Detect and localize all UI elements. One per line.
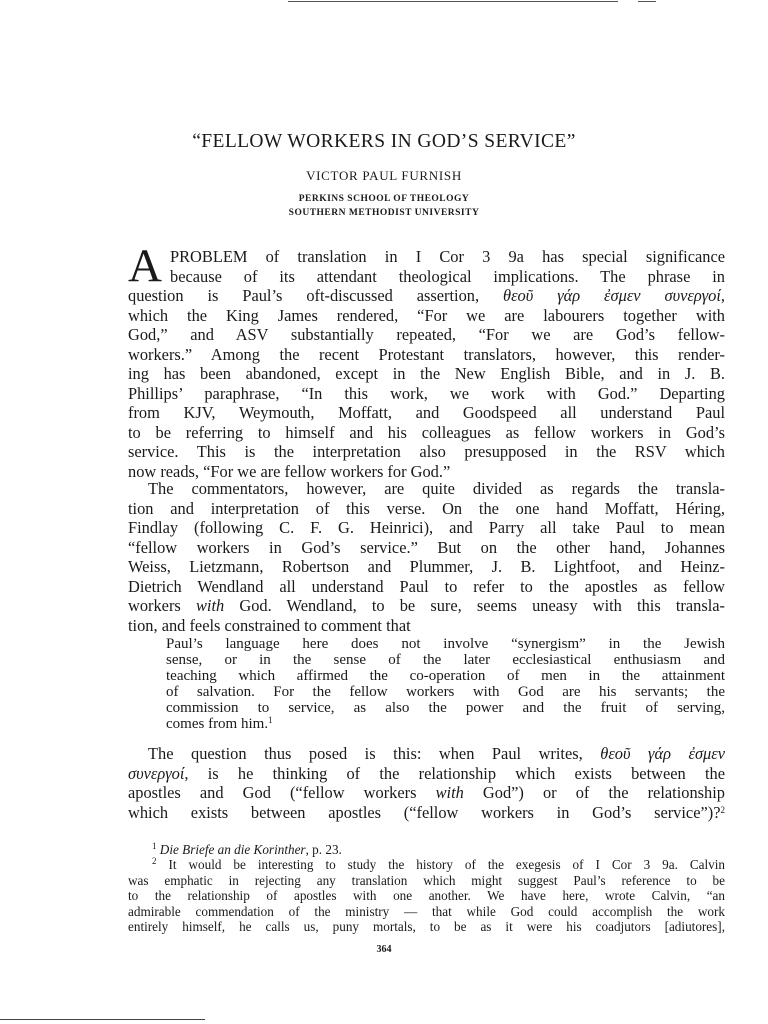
footnote-line: admirable commendation of the ministry — that while God could accomplish the work — [128, 903, 725, 919]
quote-line: Paul’s language here does not involve “synergism” in the Jewish — [166, 636, 725, 652]
paragraph-1 — [128, 240, 725, 482]
line-text: question is Paul’s oft-discussed assertion, — [128, 286, 480, 306]
paragraph-line — [128, 764, 725, 784]
quote-line: of salvation. For the fellow workers with God are his servants; the — [166, 684, 725, 701]
page-number: 364 — [376, 944, 392, 955]
greek-phrase: θεοῦ γάρ ἐσμεν συνεργοί, — [503, 286, 725, 306]
emphasis-with: with — [435, 783, 464, 803]
line-text: workers — [128, 596, 181, 616]
greek-phrase: θεοῦ γάρ ἐσμεν — [600, 744, 725, 763]
footer-rule — [0, 1019, 205, 1020]
paragraph-line — [128, 744, 725, 764]
paragraph-line: tion, and feels constrained to comment that — [128, 615, 411, 635]
paragraph-line: Findlay (following C. F. G. Heinrici), and Parry all take Paul to mean — [128, 518, 725, 538]
footnote-line: to the relationship of apostles with one another. We have here, wrote Calvin, “an — [128, 888, 725, 904]
quote-line: teaching which affirmed the co-operation of men in the attainment — [166, 668, 725, 685]
footnote-ref-2[interactable]: 2 — [720, 804, 725, 815]
paragraph-line: service. This is the interpretation also presupposed in the RSV which — [128, 442, 725, 462]
footnote-2 — [128, 857, 725, 872]
affiliation-school: PERKINS SCHOOL OF THEOLOGY — [298, 194, 470, 204]
paragraph-line: now reads, “For we are fellow workers for God.” — [128, 462, 451, 482]
footnote-line: entirely himself, he calls us, puny mortals, to be as it were his coadjutors [adiutores], — [128, 918, 725, 934]
paragraph-3 — [128, 744, 725, 822]
line-text: It would be interesting to study the history of the exegesis of I Cor 3 9a. Calvin — [168, 857, 725, 873]
line-text: comes from him. — [166, 716, 269, 733]
quote-line — [166, 716, 725, 732]
header-rule — [288, 1, 618, 2]
paragraph-line: “fellow workers in God’s service.” But on the other hand, Johannes — [128, 537, 725, 557]
line-text: which exists between apostles (“fellow workers in God’s service”)? — [128, 802, 721, 822]
paragraph-line — [128, 783, 725, 803]
line-text: is he thinking of the relationship which exists between the — [207, 763, 725, 783]
footnote-mark: 1 — [152, 841, 157, 851]
line-text: The question thus posed is this: when Paul writes, — [148, 744, 583, 763]
paragraph-line — [128, 803, 725, 823]
paragraph-line: God,” and ASV substantially repeated, “For we are God’s fellow- — [128, 325, 725, 345]
paragraph-line — [128, 286, 725, 306]
line-text: , p. 23. — [305, 842, 342, 857]
paragraph-line: to be referring to himself and his colleagues as fellow workers in God’s — [128, 422, 725, 442]
paragraph-line: tion and interpretation of this verse. On the one hand Moffatt, Héring, — [128, 498, 725, 518]
paragraph-line: which the King James rendered, “For we are labourers together with — [128, 305, 725, 325]
author-name: VICTOR PAUL FURNISH — [306, 168, 462, 183]
footnote-line: was emphatic in rejecting any translation which might suggest Paul’s reference to be — [128, 872, 725, 888]
line-text: apostles and God (“fellow workers — [128, 783, 417, 803]
footnote-mark: 2 — [152, 856, 157, 867]
paragraph-line: PROBLEM of translation in I Cor 3 9a has special significance — [170, 247, 725, 266]
paragraph-line: The commentators, however, are quite divided as regards the transla- — [148, 479, 725, 498]
paragraph-line — [128, 596, 725, 616]
cited-title: Die Briefe an die Korinther — [159, 842, 306, 857]
paragraph-line: Weiss, Lietzmann, Robertson and Plummer, J. B. Lightfoot, and Heinz- — [128, 557, 725, 577]
line-text: God. Wendland, to be sure, seems uneasy with this transla- — [239, 596, 725, 616]
emphasis-with: with — [195, 596, 225, 616]
header-rule-short — [638, 1, 656, 2]
quote-line: commission to service, as also the power and the fruit of serving, — [166, 700, 725, 717]
greek-phrase: συνεργοί, — [128, 763, 189, 783]
footnote-ref-1[interactable]: 1 — [268, 715, 273, 726]
article-title: “FELLOW WORKERS IN GOD’S SERVICE” — [192, 131, 576, 152]
paragraph-line: because of its attendant theological implications. The phrase in — [170, 266, 725, 286]
drop-cap: A — [128, 240, 162, 292]
paragraph-line: from KJV, Weymouth, Moffatt, and Goodspeed all understand Paul — [128, 403, 725, 423]
paragraph-line: Phillips’ paraphrase, “In this work, we work with God.” Departing — [128, 383, 725, 403]
paragraph-2 — [128, 479, 725, 635]
line-text: God”) or of the relationship — [482, 783, 725, 803]
footnotes — [128, 842, 725, 934]
quote-line: sense, or in the sense of the later ecclesiastical enthusiasm and — [166, 652, 725, 669]
block-quote — [166, 636, 725, 733]
paragraph-line: Dietrich Wendland all understand Paul to refer to the apostles as fellow — [128, 576, 725, 596]
affiliation-university: SOUTHERN METHODIST UNIVERSITY — [288, 208, 480, 218]
footnote-1 — [128, 842, 725, 857]
paragraph-line: workers.” Among the recent Protestant translators, however, this render- — [128, 344, 725, 364]
paragraph-line: ing has been abandoned, except in the New English Bible, and in J. B. — [128, 364, 725, 384]
